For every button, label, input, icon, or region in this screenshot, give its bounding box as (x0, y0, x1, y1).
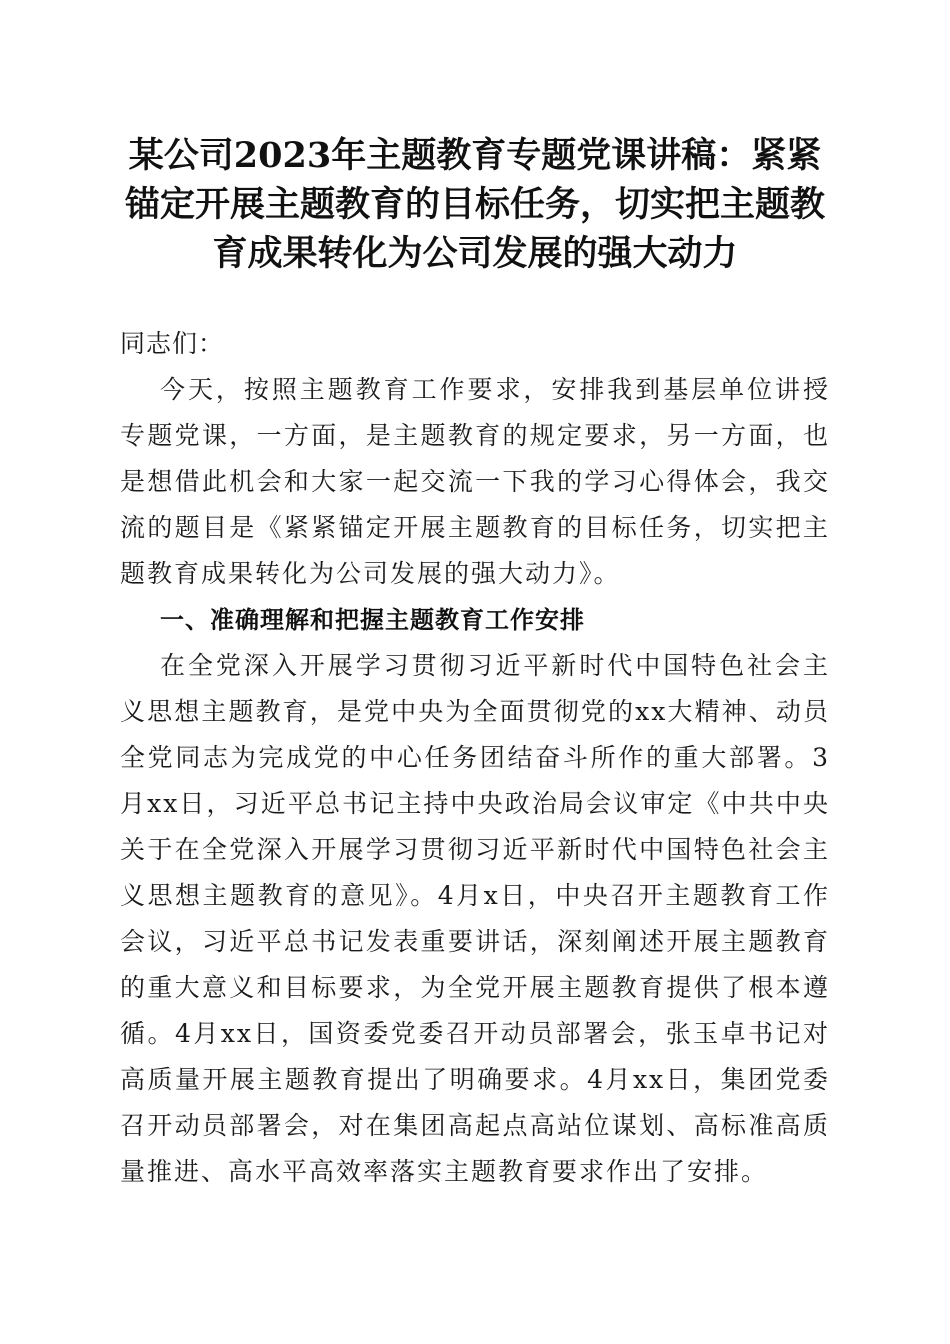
salutation: 同志们： (120, 329, 225, 358)
document-title (110, 131, 840, 278)
section-heading: 一、准确理解和把握主题教育工作安排 (160, 606, 585, 634)
title-line-2: 锚定开展主题教育的目标任务，切实把主题教 (124, 184, 825, 225)
title-line-3: 育成果转化为公司发展的强大动力 (212, 233, 738, 274)
document-body (120, 321, 830, 1195)
section-paragraph: 在全党深入开展学习贯彻习近平新时代中国特色社会主义思想主题教育，是党中央为全面贯彻党的xx大精神、动员全党同志为完成党的中心任务团结奋斗所作的重大部署。3月xx日，习近平总书记主持中央政治局会议审定《中共中央关于在全党深入开展学习贯彻习近平新时代中国特色社会主义思想主题教育的意见》。4月x日，中央召开主题教育工作会议，习近平总书记发表重要讲话，深刻阐述开展主题教育的重大意义和目标要求，为全党开展主题教育提供了根本遵循。4月xx日，国资委党委召开动员部署会，张玉卓书记对高质量开展主题教育提出了明确要求。4月xx日，集团党委召开动员部署会，对在集团高起点高站位谋划、高标准高质量推进、高水平高效率落实主题教育要求作出了安排。 (120, 651, 830, 1186)
intro-paragraph: 今天，按照主题教育工作要求，安排我到基层单位讲授专题党课，一方面，是主题教育的规定要求，另一方面，也是想借此机会和大家一起交流一下我的学习心得体会，我交流的题目是《紧紧锚定开展主题教育的目标任务，切实把主题教育成果转化为公司发展的强大动力》。 (120, 375, 830, 588)
title-line-1: 某公司2023年主题教育专题党课讲稿：紧紧 (128, 135, 822, 176)
